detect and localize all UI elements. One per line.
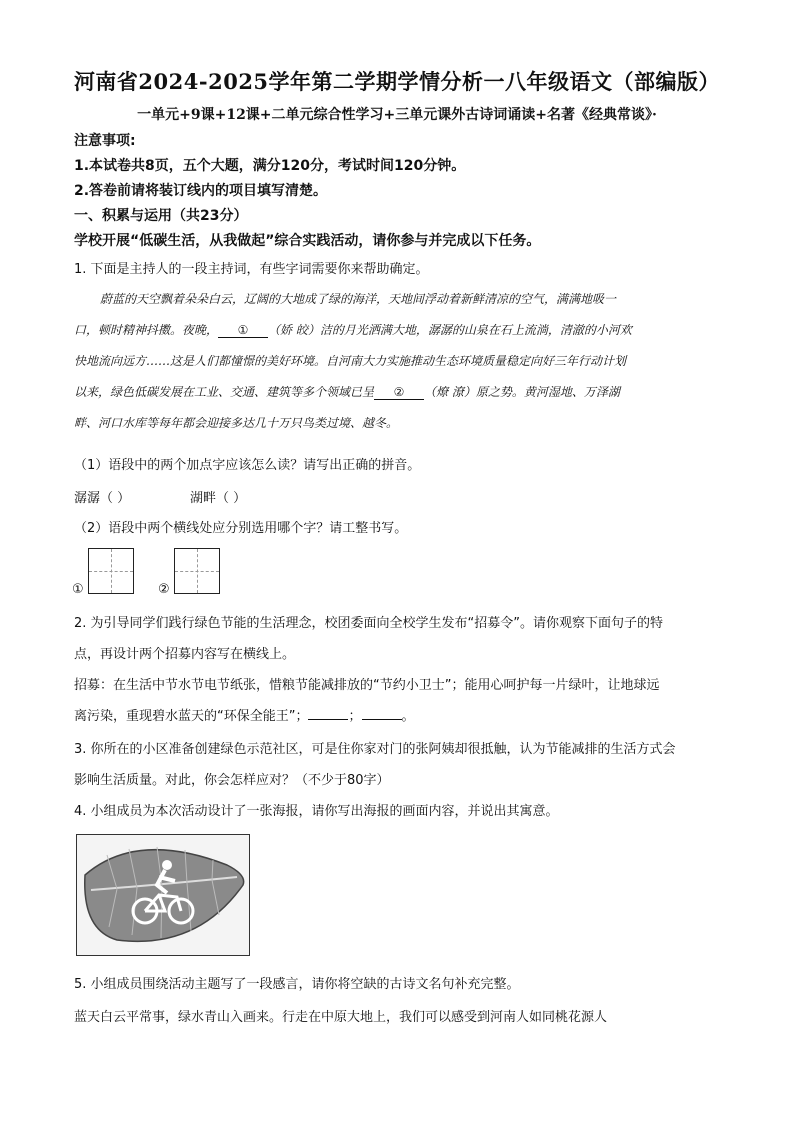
q2-body-line-1: 招募：在生活中节水节电节纸张，惜粮节能减排放的“节约小卫士”；能用心呵护每一片绿叶，让地球远 xyxy=(74,678,660,693)
grid-label-2: ② xyxy=(158,582,170,597)
q1-passage-line-1: 蔚蓝的天空飘着朵朵白云，辽阔的大地成了绿的海洋，天地间浮动着新鲜清凉的空气，满满地吸一 xyxy=(100,292,617,306)
q1-blank-2[interactable]: ② xyxy=(374,385,424,400)
q1-passage-text: 口，顿时精神抖擞。夜晚， xyxy=(74,323,219,337)
q5-body-line-1: 蓝天白云平常事，绿水青山入画来。行走在中原大地上，我们可以感受到河南人如同桃花源人 xyxy=(74,1010,608,1025)
q1-word-2[interactable]: 湖畔（ ） xyxy=(190,491,247,506)
grid-label-1: ① xyxy=(72,582,84,597)
q2-stem-line-2: 点，再设计两个招募内容写在横线上。 xyxy=(74,647,296,662)
leaf-cyclist-icon xyxy=(77,835,249,955)
q2-body-text: 离污染，重现碧水蓝天的“环保全能王”； xyxy=(74,709,309,724)
q2-stem-line-1: 2. 为引导同学们践行绿色节能的生活理念，校团委面向全校学生发布“招募令”。请你观察下面句子的特 xyxy=(74,616,664,631)
q1-blank-1[interactable]: ① xyxy=(218,323,268,338)
q2-blank-1[interactable] xyxy=(308,719,348,720)
q2-body-line-2 xyxy=(74,705,415,724)
page-subtitle: 一单元+9课+12课+二单元综合性学习+三单元课外古诗词诵读+名著《经典常谈》· xyxy=(137,107,657,123)
q2-end: 。 xyxy=(401,709,415,724)
q1-sub-1: （1）语段中的两个加点字应该怎么读？请写出正确的拼音。 xyxy=(74,458,421,473)
q1-passage-line-3: 快地流向远方……这是人们都憧憬的美好环境。自河南大力实施推动生态环境质量稳定向好三年行动计划 xyxy=(74,354,627,368)
notes-item-1: 1.本试卷共8页，五个大题，满分120分，考试时间120分钟。 xyxy=(74,158,466,174)
notes-heading: 注意事项: xyxy=(74,133,136,149)
q3-stem-line-1: 3. 你所在的小区准备创建绿色示范社区，可是住你家对门的张阿姨却很抵触，认为节能减排的生活方式会 xyxy=(74,742,676,757)
q4-stem: 4. 小组成员为本次活动设计了一张海报，请你写出海报的画面内容，并说出其寓意。 xyxy=(74,804,559,819)
answer-grid-1[interactable] xyxy=(88,548,134,594)
q5-stem: 5. 小组成员围绕活动主题写了一段感言，请你将空缺的古诗文名句补充完整。 xyxy=(74,977,520,992)
q1-word-1[interactable]: 潺潺（ ） xyxy=(74,491,131,506)
q1-stem: 1. 下面是主持人的一段主持词，有些字词需要你来帮助确定。 xyxy=(74,262,429,277)
q1-passage-text: （娇 皎）洁的月光洒满大地，潺潺的山泉在石上流淌，清澈的小河欢 xyxy=(268,323,632,337)
q2-separator: ； xyxy=(348,709,362,724)
poster-image xyxy=(76,834,250,956)
notes-item-2: 2.答卷前请将装订线内的项目填写清楚。 xyxy=(74,183,328,199)
answer-grid-2[interactable] xyxy=(174,548,220,594)
page-title: 河南省2024-2025学年第二学期学情分析一八年级语文（部编版） xyxy=(73,69,721,94)
q1-passage-line-5: 畔、河口水库等每年都会迎接多达几十万只鸟类过境、越冬。 xyxy=(74,416,399,430)
section-1-heading: 一、积累与运用（共23分） xyxy=(74,208,248,224)
q1-sub-2: （2）语段中两个横线处应分别选用哪个字？请工整书写。 xyxy=(74,521,408,536)
section-1-intro: 学校开展“低碳生活，从我做起”综合实践活动，请你参与并完成以下任务。 xyxy=(74,233,541,249)
q1-passage-text: 以来，绿色低碳发展在工业、交通、建筑等多个领域已呈 xyxy=(74,385,375,399)
q1-passage-line-4 xyxy=(74,383,724,400)
q1-passage-line-2 xyxy=(74,321,724,338)
q2-blank-2[interactable] xyxy=(362,719,402,720)
q3-stem-line-2: 影响生活质量。对此，你会怎样应对？（不少于80字） xyxy=(74,773,390,788)
q1-passage-text: （燎 潦）原之势。黄河湿地、万泽湖 xyxy=(424,385,620,399)
